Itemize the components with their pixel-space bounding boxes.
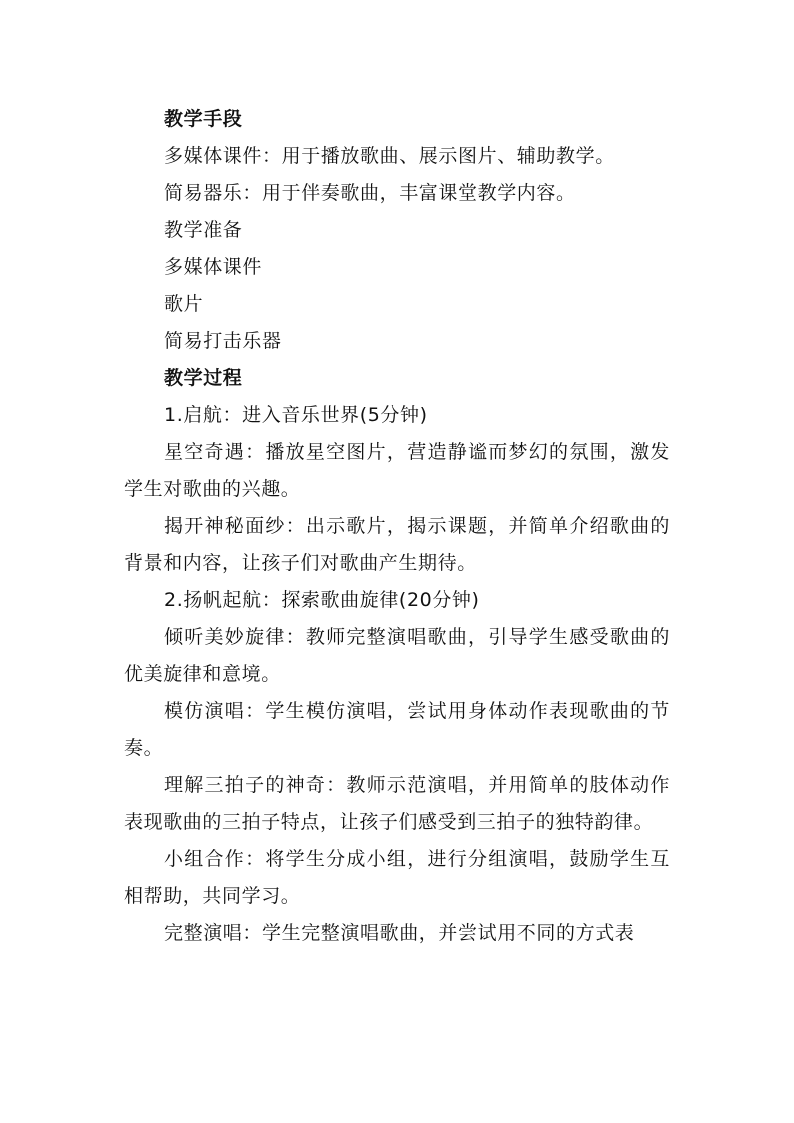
- paragraph: 教学准备: [164, 219, 243, 241]
- paragraph: 星空奇遇：播放星空图片，营造静谧而梦幻的氛围，激发学生对歌曲的兴趣。: [124, 441, 670, 500]
- paragraph: 小组合作：将学生分成小组，进行分组演唱，鼓励学生互相帮助，共同学习。: [124, 848, 670, 907]
- document-body: [124, 101, 670, 952]
- paragraph: 多媒体课件: [164, 256, 263, 278]
- paragraph: 多媒体课件：用于播放歌曲、展示图片、辅助教学。: [164, 145, 615, 167]
- paragraph: 理解三拍子的神奇：教师示范演唱，并用简单的肢体动作表现歌曲的三拍子特点，让孩子们感受到三拍子的独特韵律。: [124, 774, 670, 833]
- paragraph: 简易打击乐器: [164, 330, 282, 352]
- section-heading: 教学过程: [164, 367, 243, 389]
- paragraph: 歌片: [164, 293, 204, 315]
- paragraph: 倾听美妙旋律：教师完整演唱歌曲，引导学生感受歌曲的优美旋律和意境。: [124, 626, 670, 685]
- section-heading: 教学手段: [164, 108, 243, 130]
- paragraph: 揭开神秘面纱：出示歌片，揭示课题，并简单介绍歌曲的背景和内容，让孩子们对歌曲产生期待。: [124, 515, 670, 574]
- paragraph: 2.扬帆起航：探索歌曲旋律(20分钟): [164, 589, 480, 611]
- paragraph: 1.启航：进入音乐世界(5分钟): [164, 404, 428, 426]
- paragraph: 模仿演唱：学生模仿演唱，尝试用身体动作表现歌曲的节奏。: [124, 700, 670, 759]
- paragraph: 简易器乐：用于伴奏歌曲，丰富课堂教学内容。: [164, 182, 576, 204]
- paragraph: 完整演唱：学生完整演唱歌曲，并尝试用不同的方式表: [164, 922, 635, 944]
